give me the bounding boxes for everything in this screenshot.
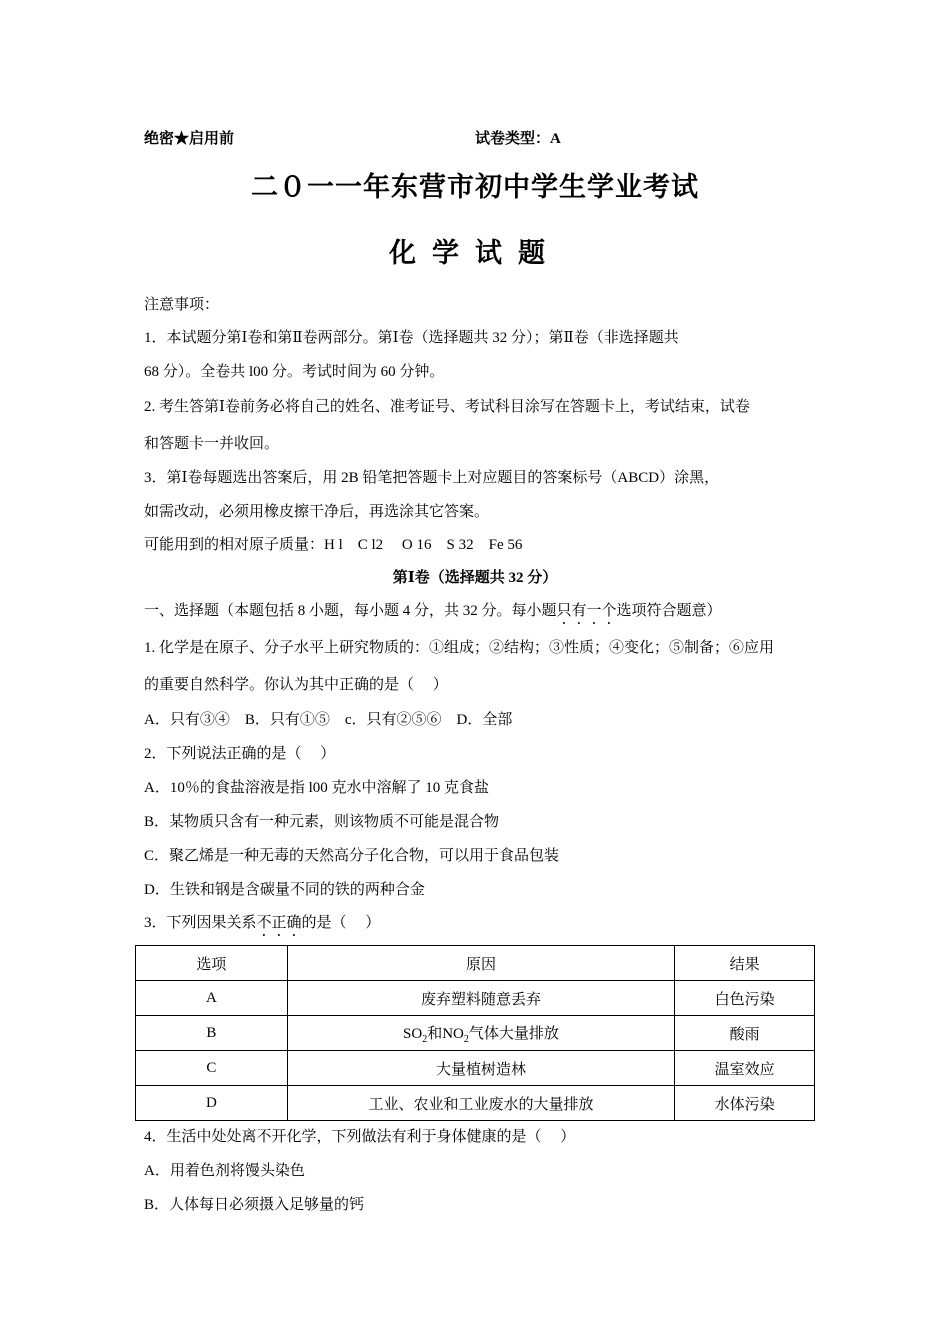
- note-1-line-1: 1．本试题分第Ⅰ卷和第Ⅱ卷两部分。第Ⅰ卷（选择题共 32 分）；第Ⅱ卷（非选择题共: [144, 330, 679, 346]
- note-1-line-2: 68 分）。全卷共 l00 分。考试时间为 60 分钟。: [144, 364, 445, 380]
- q2-option-c: C．聚乙烯是一种无毒的天然高分子化合物，可以用于食品包装: [144, 848, 560, 864]
- row-option: A: [136, 981, 288, 1016]
- row-result: 白色污染: [675, 981, 815, 1016]
- q2-option-a: A．10％的食盐溶液是指 l00 克水中溶解了 10 克食盐: [144, 780, 490, 796]
- table-row: [136, 1016, 815, 1051]
- cause-no: 和NO: [427, 1025, 464, 1042]
- cause-sub-1: 2: [422, 1033, 428, 1045]
- note-3-line-1: 3．第Ⅰ卷每题选出答案后，用 2B 铅笔把答题卡上对应题目的答案标号（ABCD）涂黑，: [144, 470, 720, 486]
- cause-sub-2: 2: [463, 1033, 469, 1045]
- table-row: [136, 1051, 815, 1086]
- section-1-intro: [144, 599, 722, 628]
- note-2-line-1: 2. 考生答第Ⅰ卷前务必将自己的姓名、准考证号、考试科目涂写在答题卡上，考试结束，试卷: [144, 399, 750, 415]
- section-1-title: 第Ⅰ卷（选择题共 32 分）: [392, 570, 558, 586]
- header-result: 结果: [675, 946, 815, 981]
- intro-pre: 一、选择题（本题包括 8 小题，每小题 4 分，共 32 分。每小题: [144, 603, 557, 619]
- q3-stem-pre: 3．下列因果关系: [144, 915, 257, 931]
- row-cause: [287, 1016, 674, 1051]
- atomic-masses: 可能用到的相对原子质量：H l C l2 O 16 S 32 Fe 56: [144, 537, 523, 553]
- row-cause: 工业、农业和工业废水的大量排放: [287, 1086, 674, 1121]
- q1-options: A．只有③④ B．只有①⑤ c．只有②⑤⑥ D．全部: [144, 712, 513, 728]
- row-result: 水体污染: [675, 1086, 815, 1121]
- header-cause: 原因: [287, 946, 674, 981]
- row-option: B: [136, 1016, 288, 1051]
- cause-effect-table: [135, 945, 815, 1121]
- table-row: [136, 981, 815, 1016]
- note-2-line-2: 和答题卡一并收回。: [144, 436, 280, 452]
- q3-stem-post: 的是（ ）: [301, 915, 381, 931]
- note-3-line-2: 如需改动，必须用橡皮擦干净后，再选涂其它答案。: [144, 504, 490, 520]
- q4-stem: 4．生活中处处离不开化学，下列做法有利于身体健康的是（ ）: [144, 1129, 576, 1145]
- notes-heading: 注意事项：: [144, 297, 220, 313]
- cause-so: SO: [403, 1025, 423, 1042]
- row-result: 酸雨: [675, 1016, 815, 1051]
- q2-option-b: B．某物质只含有一种元素，则该物质不可能是混合物: [144, 814, 500, 830]
- table-row: [136, 1086, 815, 1121]
- confidential-label: 绝密★启用前: [144, 131, 235, 147]
- q1-stem-line-1: 1. 化学是在原子、分子水平上研究物质的：①组成；②结构；③性质；④变化；⑤制备；⑥应用: [144, 640, 775, 656]
- q3-stem-emphasis: 不正确: [256, 915, 302, 931]
- header-option: 选项: [136, 946, 288, 981]
- row-cause: 废弃塑料随意丢弃: [287, 981, 674, 1016]
- subject-title: 化学试题: [389, 238, 561, 268]
- table-header-row: [136, 946, 815, 981]
- q4-option-b: B．人体每日必须摄入足够量的钙: [144, 1197, 365, 1213]
- row-option: C: [136, 1051, 288, 1086]
- q4-option-a: A．用着色剂将馒头染色: [144, 1163, 305, 1179]
- intro-post: 选项符合题意）: [616, 603, 722, 619]
- row-cause: 大量植树造林: [287, 1051, 674, 1086]
- q2-option-d: D．生铁和钢是含碳量不同的铁的两种合金: [144, 882, 425, 898]
- row-option: D: [136, 1086, 288, 1121]
- exam-title: 二０一一年东营市初中学生学业考试: [251, 172, 699, 202]
- row-result: 温室效应: [675, 1051, 815, 1086]
- q3-stem: [144, 911, 380, 940]
- intro-emphasis: 只有一个: [556, 603, 617, 619]
- paper-type-label: 试卷类型：A: [475, 131, 561, 147]
- q1-stem-line-2: 的重要自然科学。你认为其中正确的是（ ）: [144, 677, 448, 693]
- cause-rest: 气体大量排放: [468, 1025, 559, 1042]
- q2-stem: 2．下列说法正确的是（ ）: [144, 746, 336, 762]
